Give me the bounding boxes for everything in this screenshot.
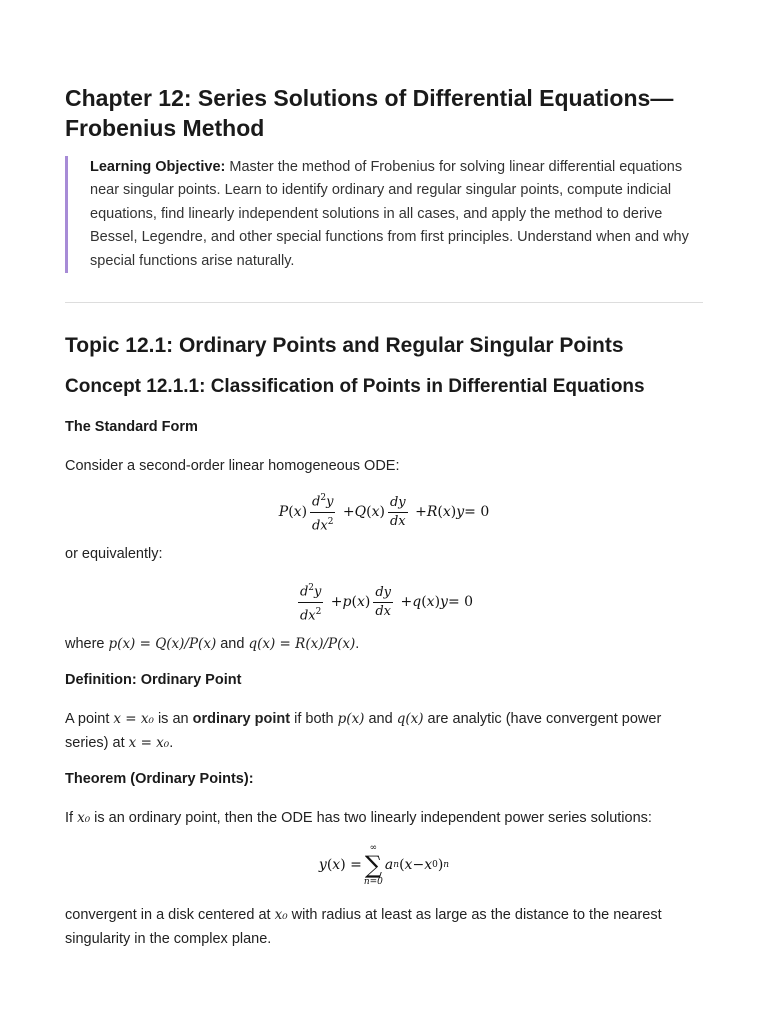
- or-equivalently-text: or equivalently:: [65, 546, 163, 562]
- chapter-title: Chapter 12: Series Solutions of Differential Equations—Frobenius Method: [65, 85, 674, 141]
- ode-equation-normalized: $\frac{d^2y}{dx^2}$ + p ( x ) $\frac{dy}{dx}$ + q ( x ) y = 0: [65, 580, 703, 624]
- definition-text: A point x = x₀ is an ordinary point if both p(x) and q(x) are analytic (have convergent power series) at x = x₀.: [65, 711, 662, 751]
- standard-form-intro: Consider a second-order linear homogeneous ODE:: [65, 458, 400, 474]
- theorem-text: If x₀ is an ordinary point, then the ODE has two linearly independent power series solutions:: [65, 810, 652, 826]
- objective-text: Master the method of Frobenius for solving linear differential equations near singular points. Learn to identify ordinary and regular singular points, compute indicial equations, find linearly independent solutions in all cases, and apply the method to derive Bessel, Legendre, and other special functions from first principles. Understand when and why special functions arise naturally.: [90, 159, 689, 269]
- section-divider: [65, 302, 703, 303]
- definition-heading: Definition: Ordinary Point: [65, 672, 242, 688]
- theorem-heading: Theorem (Ordinary Points):: [65, 771, 254, 787]
- learning-objective-callout: [65, 156, 695, 273]
- power-series-equation: y ( x ) = ∞ ∑ n=0 a n ( x − x 0 ) n: [318, 843, 450, 887]
- topic-title: Topic 12.1: Ordinary Points and Regular Singular Points: [65, 334, 624, 357]
- ode-equation-general: P ( x ) $\frac{d^2y}{dx^2}$ + Q ( x ) $\frac{dy}{dx}$ + R ( x ) y = 0: [65, 490, 703, 534]
- where-definitions: where p(x) = Q(x)/P(x) and q(x) = R(x)/P(x).: [65, 636, 360, 652]
- objective-label: Learning Objective:: [90, 159, 226, 175]
- concept-title: Concept 12.1.1: Classification of Points in Differential Equations: [65, 376, 645, 397]
- standard-form-heading: The Standard Form: [65, 419, 198, 435]
- convergence-text: convergent in a disk centered at x₀ with radius at least as large as the distance to the nearest singularity in the complex plane.: [65, 907, 662, 947]
